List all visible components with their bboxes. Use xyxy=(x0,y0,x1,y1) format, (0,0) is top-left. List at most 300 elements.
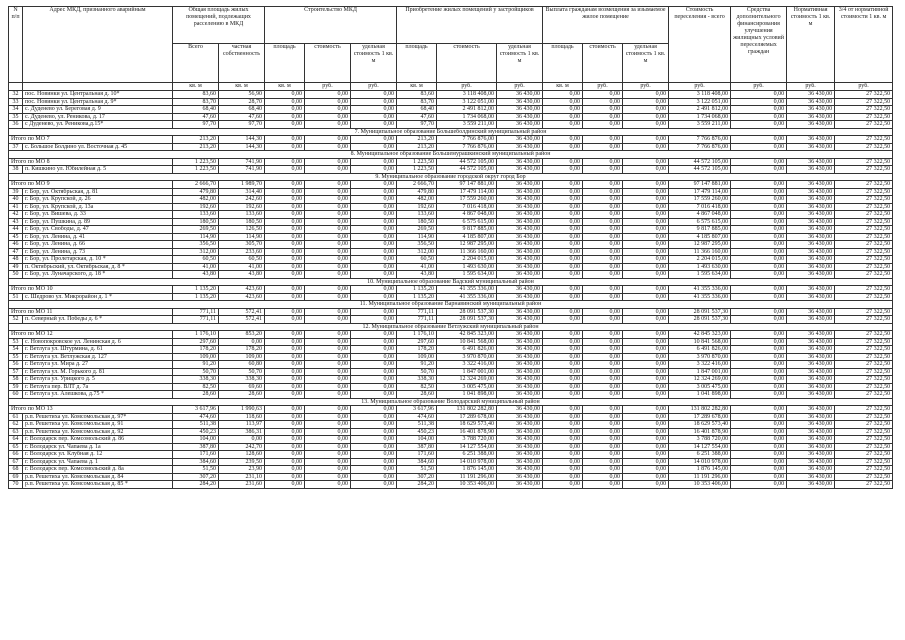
value-cell: 0,00 xyxy=(305,473,351,481)
value-cell: 68,40 xyxy=(219,106,265,114)
address-cell: г. Бор, ул. Крупской, д. 26 xyxy=(23,196,173,204)
total-cell: 0,00 xyxy=(583,406,623,414)
value-cell: 0,00 xyxy=(305,481,351,489)
value-cell: 0,00 xyxy=(305,436,351,444)
value-cell: 36 430,00 xyxy=(787,106,835,114)
total-cell: 36 430,00 xyxy=(497,181,543,189)
total-cell: 27 322,50 xyxy=(835,331,893,339)
value-cell: 36 430,00 xyxy=(787,421,835,429)
value-cell: 307,20 xyxy=(397,473,437,481)
value-cell: 97,70 xyxy=(173,121,219,129)
value-cell: 0,00 xyxy=(305,293,351,301)
value-cell: 0,00 xyxy=(623,226,669,234)
total-label: Итого по МО 13 xyxy=(9,406,173,414)
row-number: 59 xyxy=(9,383,23,391)
value-cell: 27 322,50 xyxy=(835,241,893,249)
value-cell: 36 430,00 xyxy=(787,458,835,466)
document-sheet xyxy=(8,6,892,489)
total-cell: 36 430,00 xyxy=(787,331,835,339)
value-cell: 0,00 xyxy=(543,166,583,174)
total-label: Итого по МО 10 xyxy=(9,286,173,294)
total-cell: 0,00 xyxy=(731,136,787,144)
value-cell: 41,00 xyxy=(219,263,265,271)
value-cell: 3 122 051,00 xyxy=(669,98,731,106)
table-row xyxy=(9,218,893,226)
value-cell: 28,70 xyxy=(219,98,265,106)
total-cell: 0,00 xyxy=(265,308,305,316)
total-cell: 0,00 xyxy=(265,136,305,144)
table-row xyxy=(9,113,893,121)
value-cell: 10 841 568,00 xyxy=(669,338,731,346)
total-cell: 1 135,20 xyxy=(397,286,437,294)
value-cell: 28,60 xyxy=(219,391,265,399)
value-cell: 572,41 xyxy=(219,316,265,324)
value-cell: 741,90 xyxy=(219,166,265,174)
value-cell: 0,00 xyxy=(543,188,583,196)
value-cell: 0,00 xyxy=(219,338,265,346)
subheader-cell: стоимость xyxy=(437,44,497,83)
total-cell: 0,00 xyxy=(731,286,787,294)
value-cell: 0,00 xyxy=(583,338,623,346)
value-cell: 133,60 xyxy=(219,211,265,219)
total-cell: 0,00 xyxy=(583,136,623,144)
value-cell: 36 430,00 xyxy=(787,451,835,459)
value-cell: 0,00 xyxy=(731,98,787,106)
value-cell: 0,00 xyxy=(731,346,787,354)
value-cell: 0,00 xyxy=(623,203,669,211)
value-cell: 0,00 xyxy=(543,91,583,99)
value-cell: 0,00 xyxy=(623,451,669,459)
value-cell: 0,00 xyxy=(543,346,583,354)
value-cell: 771,11 xyxy=(397,316,437,324)
value-cell: 27 322,50 xyxy=(835,293,893,301)
value-cell: 0,00 xyxy=(543,368,583,376)
value-cell: 28,60 xyxy=(173,391,219,399)
value-cell: 7 016 418,00 xyxy=(437,203,497,211)
value-cell: 387,80 xyxy=(397,443,437,451)
value-cell: 0,00 xyxy=(731,436,787,444)
header-cell: Адрес МКД, признанного аварийным xyxy=(23,7,173,83)
address-cell: с. Большое Болдино ул. Восточная д. 45 xyxy=(23,143,173,151)
value-cell: 0,00 xyxy=(731,256,787,264)
value-cell: 0,00 xyxy=(583,316,623,324)
table-row xyxy=(9,316,893,324)
address-cell: г. Ветлуга пер. ВЛТ д. 7а xyxy=(23,383,173,391)
value-cell: 36 430,00 xyxy=(787,196,835,204)
value-cell: 0,00 xyxy=(543,248,583,256)
value-cell: 0,00 xyxy=(265,428,305,436)
total-cell: 131 802 282,80 xyxy=(437,406,497,414)
value-cell: 0,00 xyxy=(543,383,583,391)
value-cell: 44 572 105,00 xyxy=(669,166,731,174)
value-cell: 109,00 xyxy=(173,353,219,361)
total-row xyxy=(9,181,893,189)
value-cell: 0,00 xyxy=(543,481,583,489)
address-cell: с. Шедрово ул. Микрорайон д. 1 * xyxy=(23,293,173,301)
value-cell: 4 185 807,00 xyxy=(437,233,497,241)
address-cell: с. Дуденево ул. Береговая д. 9 xyxy=(23,106,173,114)
value-cell: 3 118 408,00 xyxy=(669,91,731,99)
value-cell: 0,00 xyxy=(731,293,787,301)
value-cell: 2 204 015,00 xyxy=(669,256,731,264)
value-cell: 482,00 xyxy=(397,196,437,204)
value-cell: 27 322,50 xyxy=(835,218,893,226)
value-cell: 36 430,00 xyxy=(497,121,543,129)
total-cell: 3 617,96 xyxy=(173,406,219,414)
value-cell: 178,20 xyxy=(397,346,437,354)
value-cell: 36 430,00 xyxy=(497,428,543,436)
value-cell: 0,00 xyxy=(583,391,623,399)
value-cell: 0,00 xyxy=(265,203,305,211)
row-number: 52 xyxy=(9,316,23,324)
total-label: Итого по МО 8 xyxy=(9,158,173,166)
value-cell: 0,00 xyxy=(583,203,623,211)
table-row xyxy=(9,391,893,399)
value-cell: 36 430,00 xyxy=(787,256,835,264)
value-cell: 0,00 xyxy=(583,458,623,466)
value-cell: 0,00 xyxy=(543,211,583,219)
value-cell: 1 595 634,00 xyxy=(437,271,497,279)
value-cell: 0,00 xyxy=(265,196,305,204)
value-cell: 0,00 xyxy=(351,256,397,264)
total-cell: 0,00 xyxy=(623,136,669,144)
value-cell: 0,00 xyxy=(543,391,583,399)
value-cell: 450,23 xyxy=(173,428,219,436)
value-cell: 0,00 xyxy=(583,211,623,219)
value-cell: 0,00 xyxy=(623,211,669,219)
value-cell: 0,00 xyxy=(351,346,397,354)
value-cell: 36 430,00 xyxy=(787,376,835,384)
value-cell: 0,00 xyxy=(543,263,583,271)
value-cell: 0,00 xyxy=(265,98,305,106)
value-cell: 180,50 xyxy=(173,218,219,226)
header-cell: Приобретение жилых помещений у застройщиков xyxy=(397,7,543,44)
value-cell: 0,00 xyxy=(305,263,351,271)
table-row xyxy=(9,353,893,361)
total-cell: 28 091 537,30 xyxy=(669,308,731,316)
value-cell: 0,00 xyxy=(265,248,305,256)
total-cell: 0,00 xyxy=(265,158,305,166)
value-cell: 0,00 xyxy=(543,316,583,324)
row-number: 64 xyxy=(9,436,23,444)
address-cell: с Дуденево, ул. Реникова,д.15* xyxy=(23,121,173,129)
value-cell: 0,00 xyxy=(731,466,787,474)
row-number: 48 xyxy=(9,256,23,264)
value-cell: 12 324 269,00 xyxy=(437,376,497,384)
value-cell: 36 430,00 xyxy=(497,271,543,279)
total-cell: 36 430,00 xyxy=(497,158,543,166)
value-cell: 10 353 406,00 xyxy=(669,481,731,489)
value-cell: 27 322,50 xyxy=(835,106,893,114)
value-cell: 27 322,50 xyxy=(835,233,893,241)
value-cell: 97,70 xyxy=(397,121,437,129)
value-cell: 0,00 xyxy=(583,248,623,256)
unit-cell: руб. xyxy=(305,83,351,91)
row-number: 41 xyxy=(9,203,23,211)
total-cell: 42 845 323,00 xyxy=(437,331,497,339)
value-cell: 192,60 xyxy=(397,203,437,211)
value-cell: 1 493 630,00 xyxy=(669,263,731,271)
total-cell: 213,20 xyxy=(173,136,219,144)
row-number: 33 xyxy=(9,98,23,106)
value-cell: 0,00 xyxy=(583,376,623,384)
value-cell: 0,00 xyxy=(623,473,669,481)
value-cell: 0,00 xyxy=(351,143,397,151)
value-cell: 0,00 xyxy=(305,368,351,376)
table-row xyxy=(9,256,893,264)
value-cell: 0,00 xyxy=(623,106,669,114)
value-cell: 0,00 xyxy=(623,481,669,489)
value-cell: 27 322,50 xyxy=(835,113,893,121)
value-cell: 97,70 xyxy=(219,121,265,129)
value-cell: 3 118 408,00 xyxy=(437,91,497,99)
value-cell: 27 322,50 xyxy=(835,383,893,391)
value-cell: 27 322,50 xyxy=(835,421,893,429)
value-cell: 0,00 xyxy=(543,271,583,279)
value-cell: 0,00 xyxy=(731,203,787,211)
value-cell: 14 010 978,00 xyxy=(437,458,497,466)
value-cell: 0,00 xyxy=(351,376,397,384)
value-cell: 47,60 xyxy=(173,113,219,121)
value-cell: 0,00 xyxy=(731,316,787,324)
subheader-cell: стоимость xyxy=(305,44,351,83)
value-cell: 36 430,00 xyxy=(787,391,835,399)
address-cell: г. Бор, ул. Свободы, д. 47 xyxy=(23,226,173,234)
value-cell: 0,00 xyxy=(305,166,351,174)
total-cell: 0,00 xyxy=(731,406,787,414)
value-cell: 27 322,50 xyxy=(835,256,893,264)
value-cell: 83,70 xyxy=(173,98,219,106)
total-cell: 0,00 xyxy=(351,136,397,144)
value-cell: 41 355 336,00 xyxy=(437,293,497,301)
value-cell: 6 491 826,00 xyxy=(437,346,497,354)
resettlement-table xyxy=(8,6,893,489)
total-cell: 0,00 xyxy=(623,406,669,414)
value-cell: 423,60 xyxy=(219,293,265,301)
value-cell: 91,20 xyxy=(397,361,437,369)
row-number: 43 xyxy=(9,218,23,226)
address-cell: р.п. Решетиха ул. Комсомольская д. 84 xyxy=(23,473,173,481)
row-number: 50 xyxy=(9,271,23,279)
row-number: 60 xyxy=(9,391,23,399)
value-cell: 83,60 xyxy=(397,91,437,99)
table-row xyxy=(9,211,893,219)
header-cell: N п/п xyxy=(9,7,23,83)
value-cell: 0,00 xyxy=(583,98,623,106)
value-cell: 36 430,00 xyxy=(787,98,835,106)
value-cell: 0,00 xyxy=(583,241,623,249)
value-cell: 27 322,50 xyxy=(835,346,893,354)
value-cell: 3 122 051,00 xyxy=(437,98,497,106)
value-cell: 178,20 xyxy=(173,346,219,354)
value-cell: 36 430,00 xyxy=(497,293,543,301)
row-number: 61 xyxy=(9,413,23,421)
value-cell: 0,00 xyxy=(265,481,305,489)
value-cell: 0,00 xyxy=(543,233,583,241)
total-cell: 0,00 xyxy=(623,158,669,166)
value-cell: 128,60 xyxy=(219,451,265,459)
value-cell: 0,00 xyxy=(623,346,669,354)
value-cell: 60,80 xyxy=(219,361,265,369)
value-cell: 0,00 xyxy=(623,428,669,436)
value-cell: 297,60 xyxy=(397,338,437,346)
section-row xyxy=(9,173,893,181)
address-cell: р.п. Решетиха ул. Комсомольская д. 85 * xyxy=(23,481,173,489)
total-cell: 36 430,00 xyxy=(787,136,835,144)
row-number: 56 xyxy=(9,361,23,369)
value-cell: 36 430,00 xyxy=(787,353,835,361)
value-cell: 0,00 xyxy=(305,271,351,279)
value-cell: 41,00 xyxy=(397,263,437,271)
row-number: 46 xyxy=(9,241,23,249)
value-cell: 0,00 xyxy=(305,391,351,399)
value-cell: 0,00 xyxy=(583,293,623,301)
value-cell: 36 430,00 xyxy=(787,91,835,99)
value-cell: 242,60 xyxy=(219,196,265,204)
value-cell: 0,00 xyxy=(305,248,351,256)
value-cell: 1 734 068,00 xyxy=(437,113,497,121)
value-cell: 0,00 xyxy=(305,113,351,121)
value-cell: 0,00 xyxy=(265,466,305,474)
value-cell: 0,00 xyxy=(265,166,305,174)
table-row xyxy=(9,458,893,466)
value-cell: 0,00 xyxy=(351,368,397,376)
total-cell: 28 091 537,30 xyxy=(437,308,497,316)
value-cell: 297,60 xyxy=(173,338,219,346)
value-cell: 0,00 xyxy=(351,293,397,301)
header-cell: Средства дополнительного финансирования улучшения жилищных условий переселяемых граждан xyxy=(731,7,787,83)
value-cell: 0,00 xyxy=(305,233,351,241)
value-cell: 50,70 xyxy=(397,368,437,376)
total-cell: 0,00 xyxy=(731,181,787,189)
value-cell: 7 766 876,00 xyxy=(669,143,731,151)
value-cell: 36 430,00 xyxy=(787,203,835,211)
subheader-cell: удельная стоимость 1 кв. м xyxy=(623,44,669,83)
value-cell: 27 322,50 xyxy=(835,473,893,481)
value-cell: 0,00 xyxy=(731,428,787,436)
value-cell: 36 430,00 xyxy=(787,428,835,436)
value-cell: 0,00 xyxy=(623,391,669,399)
value-cell: 771,11 xyxy=(173,316,219,324)
value-cell: 36 430,00 xyxy=(787,271,835,279)
value-cell: 27 322,50 xyxy=(835,226,893,234)
value-cell: 43,80 xyxy=(397,271,437,279)
total-row xyxy=(9,308,893,316)
total-cell: 36 430,00 xyxy=(787,181,835,189)
table-row xyxy=(9,481,893,489)
value-cell: 0,00 xyxy=(305,143,351,151)
value-cell: 3 322 416,00 xyxy=(437,361,497,369)
value-cell: 474,60 xyxy=(173,413,219,421)
value-cell: 0,00 xyxy=(265,256,305,264)
value-cell: 27 322,50 xyxy=(835,338,893,346)
total-cell: 27 322,50 xyxy=(835,136,893,144)
value-cell: 144,30 xyxy=(219,143,265,151)
total-cell: 0,00 xyxy=(351,331,397,339)
value-cell: 0,00 xyxy=(731,413,787,421)
value-cell: 36 430,00 xyxy=(787,233,835,241)
value-cell: 0,00 xyxy=(623,443,669,451)
value-cell: 0,00 xyxy=(731,451,787,459)
value-cell: 0,00 xyxy=(265,218,305,226)
value-cell: 12 324 269,00 xyxy=(669,376,731,384)
address-cell: г. Володарск ул. Чапаева д. 1а xyxy=(23,443,173,451)
value-cell: 0,00 xyxy=(623,368,669,376)
total-cell: 36 430,00 xyxy=(787,286,835,294)
value-cell: 113,97 xyxy=(219,421,265,429)
value-cell: 47,60 xyxy=(219,113,265,121)
value-cell: 0,00 xyxy=(351,248,397,256)
value-cell: 3 005 475,00 xyxy=(669,383,731,391)
value-cell: 0,00 xyxy=(583,451,623,459)
unit-cell: руб. xyxy=(731,83,787,91)
value-cell: 180,50 xyxy=(397,218,437,226)
row-number: 42 xyxy=(9,211,23,219)
value-cell: 474,60 xyxy=(397,413,437,421)
value-cell: 0,00 xyxy=(731,196,787,204)
value-cell: 0,00 xyxy=(543,428,583,436)
value-cell: 36 430,00 xyxy=(497,233,543,241)
value-cell: 0,00 xyxy=(623,421,669,429)
value-cell: 36 430,00 xyxy=(787,368,835,376)
value-cell: 0,00 xyxy=(265,143,305,151)
subheader-cell: Всего xyxy=(173,44,219,83)
value-cell: 0,00 xyxy=(731,263,787,271)
unit-cell: кв. м xyxy=(543,83,583,91)
value-cell: 0,00 xyxy=(583,166,623,174)
value-cell: 3 788 720,00 xyxy=(669,436,731,444)
value-cell: 479,80 xyxy=(173,188,219,196)
total-cell: 36 430,00 xyxy=(497,308,543,316)
value-cell: 17 559 260,00 xyxy=(437,196,497,204)
value-cell: 0,00 xyxy=(623,466,669,474)
value-cell: 36 430,00 xyxy=(497,473,543,481)
value-cell: 0,00 xyxy=(265,391,305,399)
value-cell: 356,50 xyxy=(397,241,437,249)
value-cell: 231,60 xyxy=(219,481,265,489)
value-cell: 0,00 xyxy=(731,383,787,391)
value-cell: 36 430,00 xyxy=(497,106,543,114)
value-cell: 0,00 xyxy=(351,98,397,106)
value-cell: 231,10 xyxy=(219,473,265,481)
value-cell: 27 322,50 xyxy=(835,376,893,384)
value-cell: 0,00 xyxy=(543,226,583,234)
value-cell: 312,00 xyxy=(173,248,219,256)
section-title: 13. Муниципальное образование Володарский муниципальный район xyxy=(9,398,893,406)
value-cell: 0,00 xyxy=(305,451,351,459)
value-cell: 28,60 xyxy=(397,391,437,399)
value-cell: 0,00 xyxy=(351,211,397,219)
value-cell: 0,00 xyxy=(543,436,583,444)
value-cell: 0,00 xyxy=(543,218,583,226)
value-cell: 36 430,00 xyxy=(497,421,543,429)
address-cell: г. Бор, ул. Ленина, д. 41 xyxy=(23,233,173,241)
header-cell: Выплата гражданам возмещения за изымаемое жилое помещение xyxy=(543,7,669,44)
total-cell: 213,20 xyxy=(397,136,437,144)
value-cell: 0,00 xyxy=(583,218,623,226)
value-cell: 51,50 xyxy=(397,466,437,474)
value-cell: 0,00 xyxy=(305,361,351,369)
value-cell: 0,00 xyxy=(583,473,623,481)
unit-cell: руб. xyxy=(623,83,669,91)
value-cell: 0,00 xyxy=(731,188,787,196)
header-cell: Нормативная стоимость 1 кв. м xyxy=(787,7,835,83)
value-cell: 284,20 xyxy=(397,481,437,489)
total-cell: 44 572 105,00 xyxy=(669,158,731,166)
value-cell: 305,70 xyxy=(219,241,265,249)
value-cell: 6 251 388,00 xyxy=(437,451,497,459)
value-cell: 0,00 xyxy=(351,413,397,421)
